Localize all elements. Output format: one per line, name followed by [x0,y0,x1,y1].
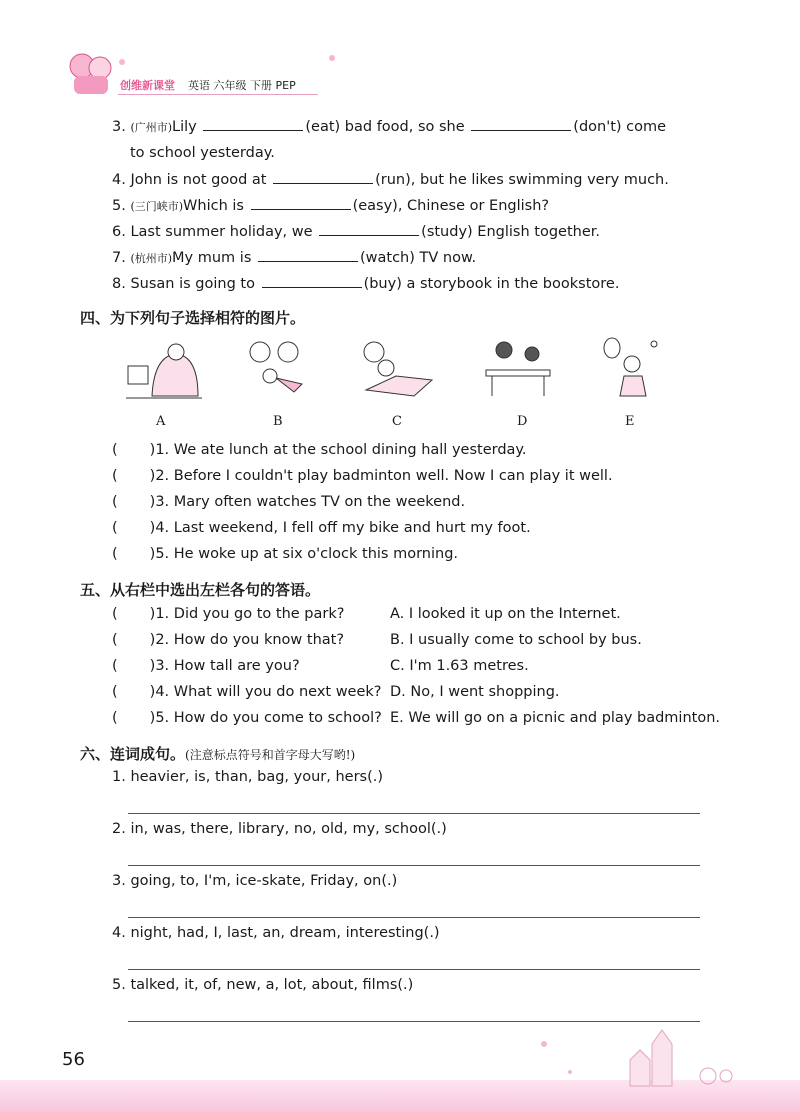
question-item: ( )4. What will you do next week? [112,684,382,700]
matching-item: ( )3. Mary often watches TV on the weekend. [112,494,466,510]
answer-option: E. We will go on a picnic and play badminton. [390,710,720,726]
picture-label-d: D [517,414,528,429]
picture-label-b: B [273,414,283,429]
answer-option: B. I usually come to school by bus. [390,632,642,648]
section-6-note: (注意标点符号和首字母大写哟!) [185,748,356,762]
header-info: 英语 六年级 下册 PEP [188,79,296,92]
picture-b-fall-icon [240,336,312,404]
answer-line[interactable] [128,813,700,814]
answer-line[interactable] [128,917,700,918]
page-number: 56 [62,1049,85,1070]
matching-item: ( )5. He woke up at six o'clock this morning. [112,546,459,562]
exercise-7-line: 7. (杭州市)My mum is (watch) TV now. [112,247,476,269]
answer-blank[interactable] [273,169,373,184]
section-5-title: 五、从右栏中选出左栏各句的答语。 [80,581,321,599]
exercise-3-continuation: to school yesterday. [130,145,275,161]
section-4-title: 四、为下列句子选择相符的图片。 [80,309,306,327]
answer-blank[interactable] [471,116,571,131]
matching-item: ( )2. Before I couldn't play badminton well. Now I can play it well. [112,468,613,484]
footer-castle-decoration [530,1020,800,1090]
exercise-5-line: 5. (三门峡市)Which is (easy), Chinese or English? [112,195,549,217]
answer-blank[interactable] [262,273,362,288]
answer-option: C. I'm 1.63 metres. [390,658,529,674]
answer-option: A. I looked it up on the Internet. [390,606,621,622]
question-item: ( )5. How do you come to school? [112,710,382,726]
reorder-item: 5. talked, it, of, new, a, lot, about, films(.) [112,977,414,993]
picture-c-wake-icon [356,336,436,404]
reorder-item: 3. going, to, I'm, ice-skate, Friday, on(.) [112,873,398,889]
question-item: ( )2. How do you know that? [112,632,345,648]
picture-e-badminton-icon [598,336,664,404]
answer-blank[interactable] [203,116,303,131]
section-6-title: 六、连词成句。(注意标点符号和首字母大写哟!) [80,745,356,763]
header-brand: 创维新课堂 [120,79,175,92]
exercise-6-line: 6. Last summer holiday, we (study) English together. [112,221,600,242]
header-divider [118,94,318,95]
exercise-8-line: 8. Susan is going to (buy) a storybook in the bookstore. [112,273,619,294]
reorder-item: 2. in, was, there, library, no, old, my, school(.) [112,821,447,837]
answer-blank[interactable] [319,221,419,236]
answer-option: D. No, I went shopping. [390,684,560,700]
question-item: ( )1. Did you go to the park? [112,606,345,622]
picture-label-a: A [156,414,166,429]
question-item: ( )3. How tall are you? [112,658,300,674]
answer-line[interactable] [128,865,700,866]
exercise-3-line: 3. (广州市)Lily (eat) bad food, so she (don't) come [112,116,666,138]
answer-line[interactable] [128,969,700,970]
picture-label-c: C [392,414,402,429]
exercise-4-line: 4. John is not good at (run), but he likes swimming very much. [112,169,669,190]
matching-item: ( )1. We ate lunch at the school dining hall yesterday. [112,442,527,458]
picture-d-dining-icon [476,336,560,404]
picture-label-e: E [625,414,635,429]
picture-a-tv-icon [124,336,204,404]
answer-blank[interactable] [251,195,351,210]
reorder-item: 4. night, had, I, last, an, dream, interesting(.) [112,925,440,941]
matching-item: ( )4. Last weekend, I fell off my bike and hurt my foot. [112,520,531,536]
reorder-item: 1. heavier, is, than, bag, your, hers(.) [112,769,384,785]
answer-blank[interactable] [258,247,358,262]
